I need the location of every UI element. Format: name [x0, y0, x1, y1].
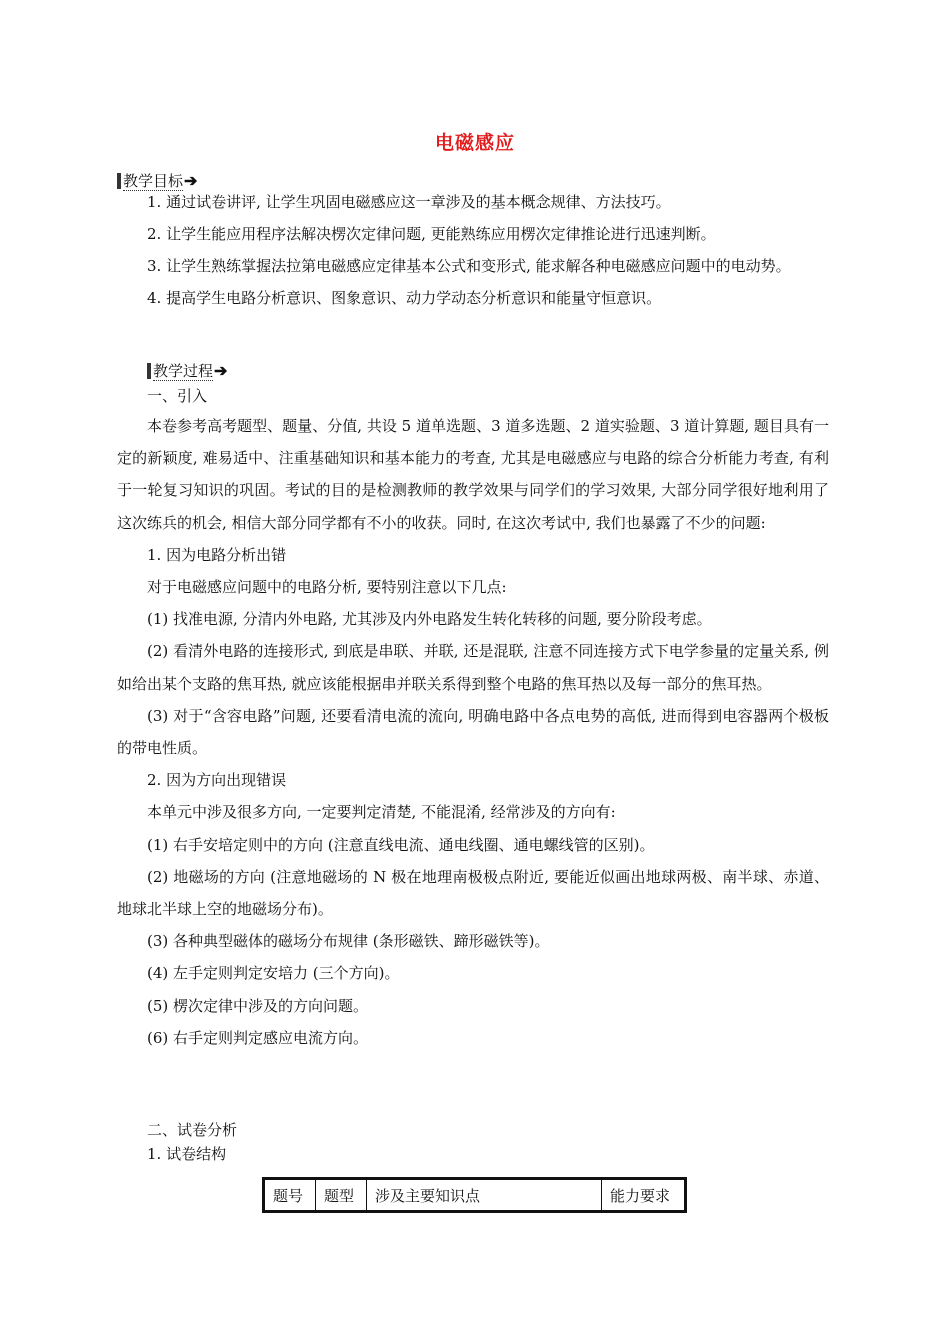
process-heading [147, 360, 227, 382]
analysis-title: 二、试卷分析 [147, 1121, 238, 1139]
point2-item: (5) 楞次定律中涉及的方向问题。 [147, 996, 369, 1015]
point1-lead: 对于电磁感应问题中的电路分析, 要特别注意以下几点: [147, 578, 507, 597]
right-arrow-icon: ➔ [214, 361, 228, 380]
intro-text: 本卷参考高考题型、题量、分值, 共设 5 道单选题、3 道多选题、2 道实验题、3 道计算题, 题目具有一定的新颖度, 难易适中、注重基础知识和基本能力的考查, 尤其是电磁感应与电路的综合分析能力考查, 有利于一轮复习知识的巩固。考试的目的是检测教师的教学效果与同学们的学习效果, 大部分同学很好地利用了这次练兵的机会, 相信大部分同学都有不小的收获。同时, 在这次考试中, 我们也暴露了不少的问题: [117, 417, 829, 532]
objectives-list [117, 186, 829, 314]
process-body [117, 384, 829, 1054]
objectives-heading-label: 教学目标 [123, 172, 184, 190]
table-header-cell: 题型 [316, 1179, 367, 1212]
document-title: 电磁感应 [434, 132, 515, 154]
point2-item: (2) 地磁场的方向 (注意地磁场的 N 极在地理南极极点附近, 要能近似画出地球两极、南半球、赤道、地球北半球上空的地磁场分布)。 [117, 867, 829, 919]
point2-lead: 本单元中涉及很多方向, 一定要判定清楚, 不能混淆, 经常涉及的方向有: [147, 803, 616, 822]
objective-item: 4. 提高学生电路分析意识、图象意识、动力学动态分析意识和能量守恒意识。 [147, 289, 662, 307]
point1-item: (2) 看清外电路的连接形式, 到底是串联、并联, 还是混联, 注意不同连接方式下电学参量的定量关系, 例如给出某个支路的焦耳热, 就应该能根据串并联关系得到整个电路的焦耳热以及每一部分的焦耳热。 [117, 642, 829, 693]
table-header-cell: 能力要求 [602, 1179, 686, 1212]
point1-item: (1) 找准电源, 分清内外电路, 尤其涉及内外电路发生转化转移的问题, 要分阶段考虑。 [147, 610, 712, 629]
point2-item: (6) 右手定则判定感应电流方向。 [147, 1028, 369, 1047]
analysis-subtitle: 1. 试卷结构 [147, 1145, 227, 1163]
intro-title: 一、引入 [147, 387, 208, 405]
point2-item: (4) 左手定则判定安培力 (三个方向)。 [147, 964, 400, 983]
structure-table-wrapper [262, 1177, 687, 1213]
table-header-cell: 涉及主要知识点 [367, 1179, 602, 1212]
point1-item: (3) 对于“含容电路”问题, 还要看清电流的流向, 明确电路中各点电势的高低, 进而得到电容器两个极板的带电性质。 [117, 706, 829, 758]
table-header-cell: 题号 [264, 1179, 316, 1212]
objective-item: 1. 通过试卷讲评, 让学生巩固电磁感应这一章涉及的基本概念规律、方法技巧。 [147, 193, 671, 211]
point2-item: (1) 右手安培定则中的方向 (注意直线电流、通电线圈、通电螺线管的区别)。 [147, 835, 655, 854]
objective-item: 2. 让学生能应用程序法解决楞次定律问题, 更能熟练应用楞次定律推论进行迅速判断。 [147, 225, 716, 243]
point2-item: (3) 各种典型磁体的磁场分布规律 (条形磁铁、蹄形磁铁等)。 [147, 932, 550, 951]
analysis-section [117, 1118, 829, 1166]
objective-item: 3. 让学生熟练掌握法拉第电磁感应定律基本公式和变形式, 能求解各种电磁感应问题中的电动势。 [147, 257, 791, 275]
heading-bar-icon [147, 363, 151, 379]
point1-title: 1. 因为电路分析出错 [147, 545, 287, 564]
table-header-row [264, 1179, 686, 1212]
structure-table [262, 1177, 687, 1213]
point2-title: 2. 因为方向出现错误 [147, 771, 287, 790]
process-heading-label: 教学过程 [153, 362, 214, 380]
right-arrow-icon: ➔ [184, 171, 198, 190]
